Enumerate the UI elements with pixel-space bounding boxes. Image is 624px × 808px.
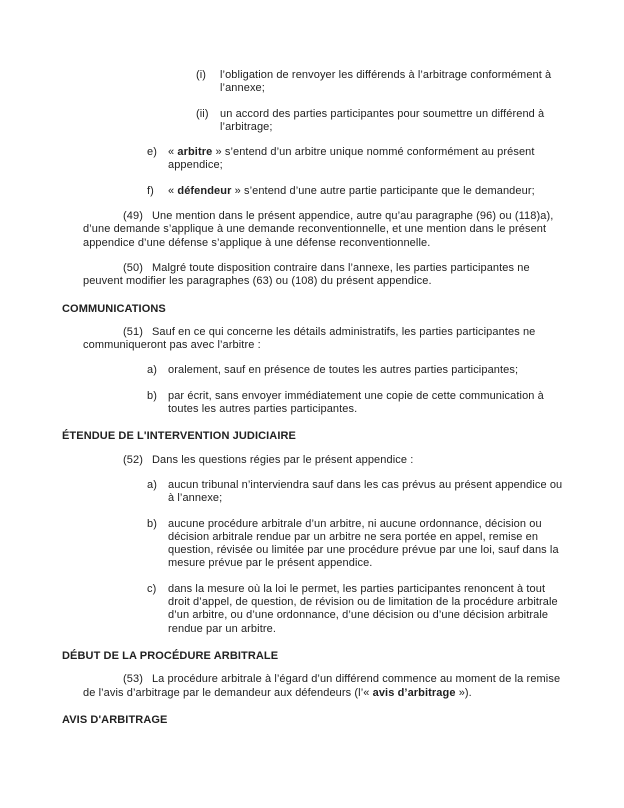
list-item-text: » s’entend d’un arbitre unique nommé conformément au présent appendice; (168, 146, 535, 172)
section-heading: ÉTENDUE DE L'INTERVENTION JUDICIAIRE (62, 430, 296, 443)
paragraph-number: (52) (123, 453, 143, 466)
section-heading: DÉBUT DE LA PROCÉDURE ARBITRALE (62, 649, 279, 662)
list-item-text: « (168, 184, 178, 197)
list-item (62, 185, 567, 198)
list-item-marker: c) (147, 582, 157, 595)
paragraph-number: (50) (123, 261, 143, 274)
paragraph (62, 454, 567, 467)
paragraph (62, 262, 567, 289)
paragraph-text: Dans les questions régies par le présent appendice : (151, 453, 414, 466)
list-item-marker: (ii) (196, 107, 209, 120)
paragraph-text: Une mention dans le présent appendice, autre qu’au paragraphe (96) ou (118)a), d’une demande s’applique à une demande reconventionnelle, et une mention dans le présent appendice d’une défense s’applique à une défense reconventionnelle. (83, 210, 554, 249)
list-item-text: aucun tribunal n’interviendra sauf dans les cas prévus au présent appendice ou à l’annexe; (168, 478, 563, 505)
list-item (62, 108, 567, 135)
list-item-text: dans la mesure où la loi le permet, les parties participantes renoncent à tout droit d’appel, de question, de révision ou de limitation de la procédure arbitrale d’un arbitre, ou d’une ordonnance, d’une décision ou d’une décision arbitrale rendue par un arbitre. (168, 582, 558, 635)
list-item-text: aucune procédure arbitrale d’un arbitre, ni aucune ordonnance, décision ou décision arbitrale rendue par un arbitre ne sera portée en appel, remise en question, révisée ou limitée par une procédure prévue par une loi, sauf dans la mesure prévue par le présent appendice. (168, 517, 559, 570)
paragraph (62, 673, 567, 700)
list-item (62, 364, 567, 377)
list-item (62, 69, 567, 96)
list-item-text: « (168, 146, 178, 159)
paragraph (62, 210, 567, 250)
paragraph-text-bold: avis d’arbitrage (372, 686, 456, 699)
list-item-marker: (i) (196, 69, 207, 81)
list-item (62, 518, 567, 571)
list-item-text-bold: arbitre (177, 146, 213, 159)
paragraph-number: (51) (123, 325, 143, 338)
list-item-marker: a) (147, 364, 157, 377)
list-item-text: par écrit, sans envoyer immédiatement une copie de cette communication à toutes les autres parties participantes. (168, 389, 544, 416)
list-item-text: un accord des parties participantes pour soumettre un différend à l’arbitrage; (220, 107, 545, 133)
list-item-marker: e) (147, 146, 157, 159)
list-item (62, 583, 567, 636)
list-item-text: l’obligation de renvoyer les différends à l’arbitrage conformément à l’annexe; (220, 69, 552, 95)
paragraph-text: Sauf en ce qui concerne les détails administratifs, les parties participantes ne communiqueront pas avec l’arbitre : (83, 325, 536, 352)
paragraph (62, 326, 567, 353)
paragraph-text: Malgré toute disposition contraire dans l’annexe, les parties participantes ne peuvent modifier les paragraphes (63) ou (108) du présent appendice. (83, 261, 530, 288)
paragraph-number: (49) (123, 210, 143, 223)
list-item (62, 479, 567, 506)
paragraph-number: (53) (123, 673, 143, 686)
list-item-marker: b) (147, 389, 157, 402)
list-item-marker: a) (147, 478, 157, 491)
paragraph-text: La procédure arbitrale à l’égard d’un différend commence au moment de la remise de l’avis d’arbitrage par le demandeur aux défendeurs (l’« (83, 673, 561, 699)
list-item (62, 390, 567, 417)
section-heading: AVIS D'ARBITRAGE (62, 713, 168, 726)
list-item-text: » s’entend d’une autre partie participante que le demandeur; (231, 184, 535, 197)
list-item-marker: b) (147, 517, 157, 530)
section-heading: COMMUNICATIONS (62, 302, 166, 315)
list-item (62, 146, 567, 173)
paragraph-text: »). (455, 686, 472, 699)
list-item-marker: f) (147, 184, 154, 197)
list-item-text-bold: défendeur (177, 184, 232, 197)
list-item-text: oralement, sauf en présence de toutes les autres parties participantes; (168, 364, 519, 377)
